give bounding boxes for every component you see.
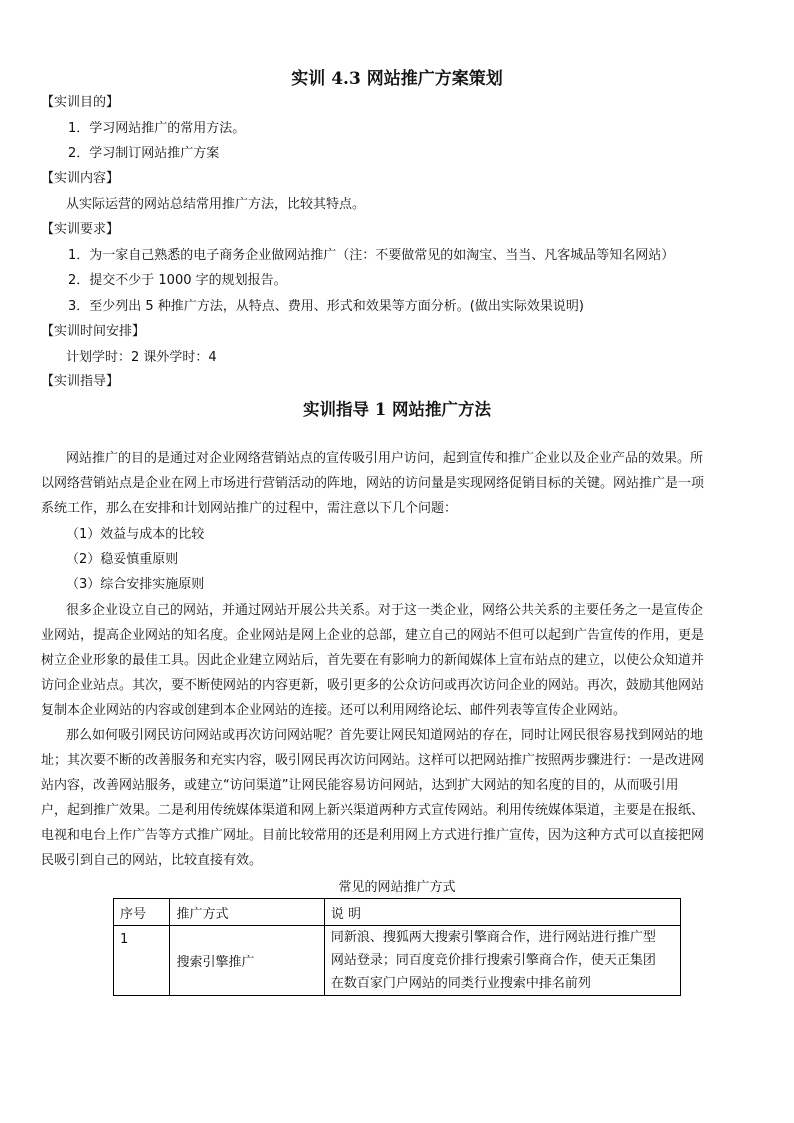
paragraph-line: 很多企业设立自己的网站，并通过网站开展公共关系。对于这一类企业，网络公共关系的主要任务之一是宣传企	[66, 603, 704, 618]
promotion-methods-table	[113, 898, 681, 996]
issue-item-1: （1）效益与成本的比较	[66, 527, 205, 542]
header-number: 序号	[114, 899, 170, 926]
paragraph-line: 那么如何吸引网民访问网站或再次访问网站呢？首先要让网民知道网站的存在，同时让网民很容易找到网站的地	[66, 728, 704, 743]
table-row	[114, 926, 681, 996]
paragraph-line: 网站推广的目的是通过对企业网络营销站点的宣传吸引用户访问，起到宣传和推广企业以及企业产品的效果。所	[66, 451, 704, 466]
paragraph-line: 树立企业形象的最佳工具。因此企业建立网站后，首先要在有影响力的新闻媒体上宣布站点的建立，以使公众知道并	[41, 653, 705, 668]
paragraph-line: 民吸引到自己的网站，比较直接有效。	[41, 853, 263, 868]
description-line: 在数百家门户网站的同类行业搜索中排名前列	[330, 976, 591, 991]
schedule-heading: 【实训时间安排】	[41, 324, 146, 339]
table-caption: 常见的网站推广方式	[338, 880, 456, 895]
purpose-item-2: 2．学习制订网站推广方案	[68, 146, 220, 161]
header-method: 推广方式	[170, 899, 324, 926]
paragraph-line: 访问企业站点。其次，要不断使网站的内容更新，吸引更多的公众访问或再次访问企业的网站。再次，鼓励其他网站	[41, 678, 705, 693]
paragraph-line: 址；其次要不断的改善服务和充实内容，吸引网民再次访问网站。这样可以把网站推广按照两步骤进行：一是改进网	[41, 753, 705, 768]
description-line: 同新浪、搜狐两大搜索引擎商合作，进行网站进行推广型	[330, 930, 656, 945]
paragraph-line: 业网站，提高企业网站的知名度。企业网站是网上企业的总部，建立自己的网站不但可以起到广告宣传的作用，更是	[41, 628, 705, 643]
guide-paragraph-1	[41, 446, 761, 521]
requirements-item-1: 1．为一家自己熟悉的电子商务企业做网站推广（注：不要做常见的如淘宝、当当、凡客城品等知名网站）	[68, 248, 675, 263]
row-description	[324, 926, 680, 996]
paragraph-line: 复制本企业网站的内容或创建到本企业网站的连接。还可以利用网络论坛、邮件列表等宣传企业网站。	[41, 703, 627, 718]
document-title: 实训 4.3 网站推广方案策划	[291, 69, 503, 89]
row-method: 搜索引擎推广	[170, 926, 324, 996]
guide-heading: 【实训指导】	[41, 374, 120, 389]
issue-item-2: （2）稳妥慎重原则	[66, 552, 179, 567]
content-heading: 【实训内容】	[41, 171, 120, 186]
paragraph-line: 系统工作，那么在安排和计划网站推广的过程中，需注意以下几个问题：	[41, 501, 458, 516]
guide-paragraph-2	[41, 598, 761, 723]
paragraph-line: 站内容，改善网站服务，或建立“访问渠道”让网民能容易访问网站，达到扩大网站的知名度的目的，从而吸引用	[41, 778, 679, 793]
content-text: 从实际运营的网站总结常用推广方法，比较其特点。	[66, 197, 366, 212]
table-header-row	[114, 899, 681, 926]
purpose-heading: 【实训目的】	[41, 95, 120, 110]
paragraph-line: 电视和电台上作广告等方式推广网址。目前比较常用的还是利用网上方式进行推广宣传，因为这种方式可以直接把网	[41, 828, 705, 843]
header-description: 说 明	[324, 899, 680, 926]
description-line: 网站登录；同百度竞价排行搜索引擎商合作，使天正集团	[330, 953, 656, 968]
requirements-item-2: 2．提交不少于 1000 字的规划报告。	[68, 273, 287, 288]
requirements-heading: 【实训要求】	[41, 222, 120, 237]
purpose-item-1: 1．学习网站推广的常用方法。	[68, 121, 246, 136]
requirements-item-3: 3．至少列出 5 种推广方法，从特点、费用、形式和效果等方面分析。(做出实际效果说明)	[68, 299, 584, 314]
issue-item-3: （3）综合安排实施原则	[66, 577, 205, 592]
paragraph-line: 户，起到推广效果。二是利用传统媒体渠道和网上新兴渠道两种方式宣传网站。利用传统媒体渠道，主要是在报纸、	[41, 803, 705, 818]
paragraph-line: 以网络营销站点是企业在网上市场进行营销活动的阵地，网站的访问量是实现网络促销目标的关键。网站推广是一项	[41, 476, 705, 491]
row-number: 1	[114, 926, 170, 996]
guide-paragraph-3	[41, 723, 761, 873]
schedule-text: 计划学时：2 课外学时：4	[66, 350, 217, 365]
guide-title: 实训指导 1 网站推广方法	[303, 400, 491, 419]
